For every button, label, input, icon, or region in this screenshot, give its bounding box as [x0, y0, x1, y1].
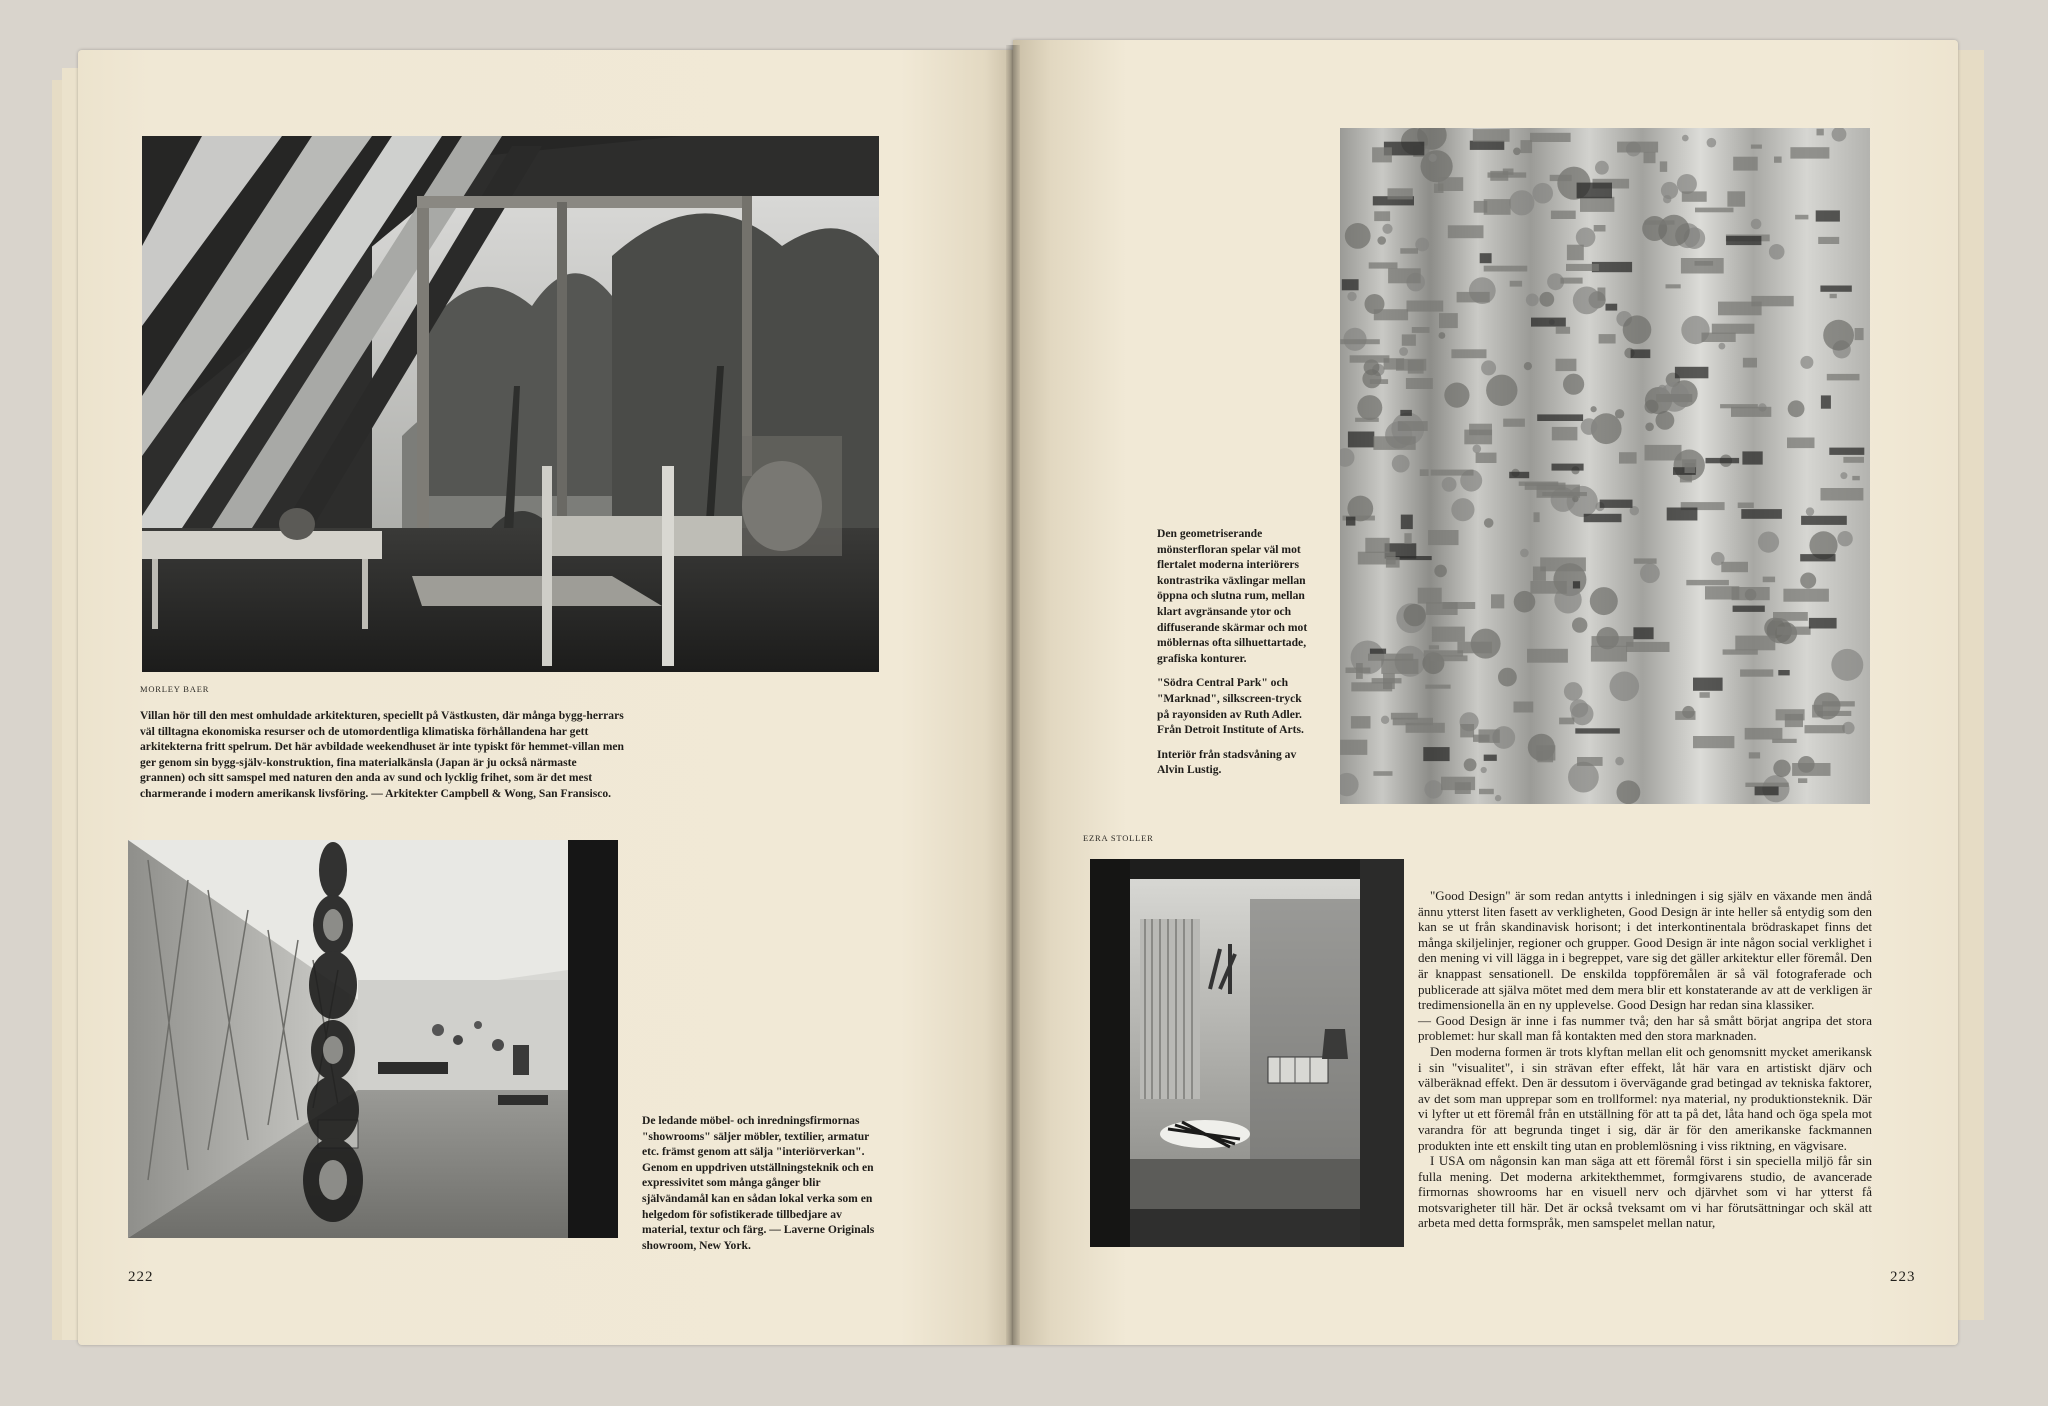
caption-weekend-house: Villan hör till den mest omhuldade arkitekturen, speciellt på Västkusten, där många bygg-herrars väl tilltagna ekonomiska resurser och de utomordentliga klimatiska förhållandena har gett arkitekterna fritt spelrum. Det här avbildade weekendhuset är inte typiskt för hemmet-villan men ger genom sin bygg-själv-konstruktion, fina materialkänsla (Japan är ju också närmaste grannen) och sitt samspel med naturen den anda av sund och lycklig frihet, som är det mest charmerande i modern amerikansk livsföring. — Arkitekter Campbell & Wong, San Fransisco.: [140, 709, 625, 800]
article-body: [1418, 888, 1872, 1231]
body-paragraph-2: — Good Design är inne i fas nummer två; den har så smått börjat angripa det stora problemet: hur skall man få kontakten med den stora marknaden.: [1418, 1012, 1872, 1044]
photo-weekend-house: [142, 136, 879, 672]
caption-fabric-paragraph-2: "Södra Central Park" och "Marknad", silkscreen-tryck på rayonsiden av Ruth Adler. Från Detroit Institute of Arts.: [1157, 676, 1304, 737]
body-paragraph-4: I USA om någonsin kan man säga att ett föremål först i sin speciella miljö får sin fulla mening. Det moderna arkitekthemmet, formgivarens studio, de avancerade firmornas showrooms har en visuell nerv och djärvhet som vi har ytterst få motsvarigheter till här. Det är också tveksamt om vi har förutsättningar och skäl att arbeta med detta formspråk, men samspelet mellan natur,: [1418, 1153, 1872, 1231]
caption-fabric: [1157, 526, 1309, 787]
page-number-right: 223: [1890, 1269, 1916, 1285]
page-number-left: 222: [128, 1269, 154, 1285]
photo-showroom: [128, 840, 618, 1238]
photo-printed-fabric: [1340, 128, 1870, 804]
caption-fabric-paragraph-3: Interiör från stadsvåning av Alvin Lustig.: [1157, 747, 1297, 777]
gutter-shadow: [1006, 45, 1020, 1345]
photo-apartment-interior: [1090, 859, 1404, 1247]
body-paragraph-3: Den moderna formen är trots klyftan mellan elit och genomsnitt mycket amerikansk i sin "visualitet", i sin strävan efter effekt, låt här vara en artistiskt djärv och välberäknad effekt. Den är dessutom i övervägande grad betingad av tekniska faktorer, av det som man upprepar som en trollformel: nya material, ny produktionsteknik. Där vi lyfter ut ett föremål från en utställning för att ta på det, låta hand och öga spela mot varandra för att begrunda tinget i sig, där är för den amerikanske fackmannen produkten inte ett enskilt ting utan en problemlösning i viss riktning, en vägvisare.: [1418, 1043, 1872, 1153]
caption-fabric-paragraph-1: Den geometriserande mönsterfloran spelar väl mot flertalet moderna interiörers kontrastrika växlingar mellan öppna och slutna rum, mellan klart avgränsande ytor och diffuserande skärmar och mot möblernas ofta silhuettartade, grafiska konturer.: [1157, 527, 1308, 665]
photo-credit-top: MORLEY BAER: [140, 684, 210, 694]
body-paragraph-1: "Good Design" är som redan antytts i inledningen i sig själv en växande men ändå ännu ytterst liten fasett av verkligheten, Good Design är inte heller så entydig som den kan se ut från skandinavisk horisont; i det interkontinentala brödraskapet finns det många skiljelinjer, regioner och grupper. Good Design är inte någon social verklighet i den mening vi vill lägga in i begreppet, vare sig det gäller arkitektur eller föremål. Den är knappast sensationell. De enskilda toppföremålen är så väl fotograferade och publicerade att själva mötet med dem mera blir ett konstaterande av att de verkligen är tredimensionella än en ny upplevelse. Good Design har redan sina klassiker.: [1418, 888, 1872, 1013]
photo-credit-interior: EZRA STOLLER: [1083, 833, 1154, 843]
caption-showroom: De ledande möbel- och inredningsfirmornas "showrooms" säljer möbler, textilier, armatur etc. främst genom att sälja "interiörverkan". Genom en uppdriven utställningsteknik och en expressivitet som många gånger blir självändamål kan en sådan lokal verka som en helgedom för sofistikerade tillbedjare av material, textur och färg. — Laverne Originals showroom, New York.: [642, 1114, 875, 1252]
